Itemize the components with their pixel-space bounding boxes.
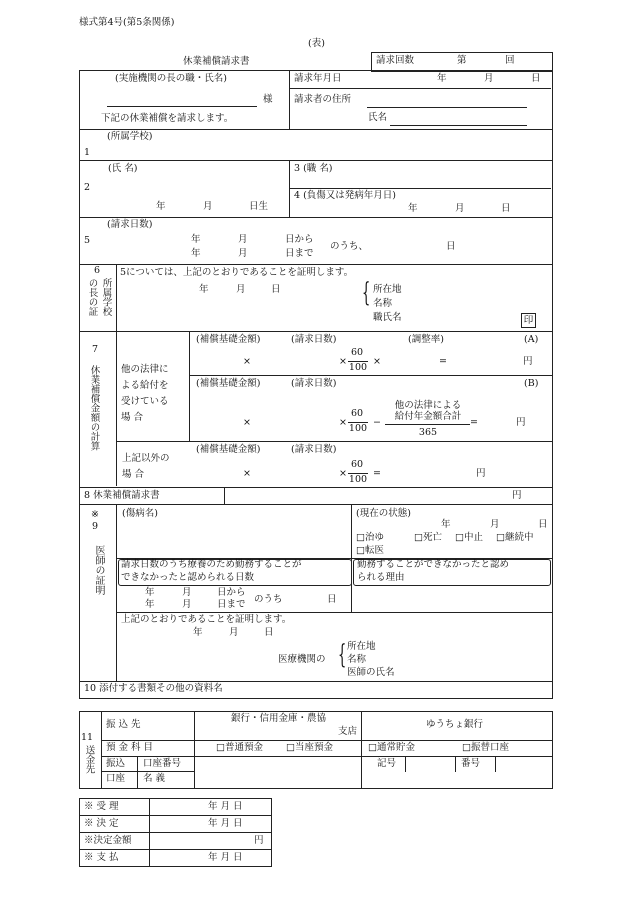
- r6-name: 名称: [373, 298, 393, 309]
- status-transfer-checkbox[interactable]: □転医: [356, 545, 384, 556]
- case1-label: 他の法律に よる給付を 受けている 場 合: [121, 364, 169, 423]
- request-statement: 下記の休業補償を請求します。: [101, 113, 234, 124]
- transfer-account-checkbox[interactable]: □振替口座: [462, 742, 509, 753]
- a-den: 100: [348, 362, 368, 373]
- c-yen: 円: [476, 468, 486, 479]
- office-amount-label: ※決定金額: [84, 835, 132, 846]
- holder-label: 名 義: [143, 773, 166, 784]
- c-days: (請求日数): [291, 444, 337, 455]
- row7-vertical: 休業補償金額の計算: [88, 365, 100, 451]
- claimant-name-label: 氏名: [368, 112, 388, 123]
- office-decided-label: ※ 決 定: [84, 818, 119, 829]
- r9-m: 月: [490, 519, 500, 530]
- row1-no: 1: [84, 147, 91, 158]
- r9-cd: 日: [264, 627, 274, 638]
- school-label: (所属学校): [107, 131, 153, 142]
- reason-1: 勤務することができなかったと認め: [357, 559, 510, 570]
- b-num: 60: [350, 408, 364, 419]
- symbol-label: 記号: [377, 758, 397, 769]
- job-label: 3 (職 名): [294, 163, 333, 174]
- a-yen: 円: [523, 356, 533, 367]
- row6-vertical-2: の長の証: [86, 278, 98, 316]
- office-paid-value: 年 月 日: [208, 852, 243, 863]
- seal-icon: 印: [521, 313, 536, 328]
- b-basic: (補償基礎金額): [196, 378, 261, 389]
- row2-no: 2: [84, 182, 91, 193]
- r9-to-m: 月: [182, 599, 192, 610]
- b-minus: −: [373, 417, 381, 428]
- bank-no: 11: [81, 732, 94, 743]
- request-count-label: 請求回数: [376, 55, 415, 66]
- c-times1: ×: [243, 468, 251, 479]
- furikomi-label: 振込: [106, 758, 126, 769]
- c-basic: (補償基礎金額): [196, 444, 261, 455]
- r6-d: 日: [271, 284, 281, 295]
- status-continuing-checkbox[interactable]: □継続中: [496, 532, 534, 543]
- attachments-label: 10 添付する書類その他の資料名: [84, 683, 223, 694]
- r9-days: 日: [327, 594, 337, 605]
- b-365: 365: [418, 427, 438, 438]
- office-received-value: 年 月 日: [208, 801, 243, 812]
- brace-icon: {: [362, 278, 371, 308]
- r5-from-d: 日から: [285, 234, 314, 245]
- status-stopped-checkbox[interactable]: □中止: [455, 532, 483, 543]
- form-side: (表): [308, 38, 325, 49]
- r5-from-y: 年: [191, 234, 201, 245]
- a-times2: ×: [339, 356, 347, 367]
- request-count-kai: 回: [505, 55, 515, 66]
- r6-m: 月: [236, 284, 246, 295]
- doctor-certify-statement: 上記のとおりであることを証明します。: [121, 614, 292, 625]
- current-deposit-checkbox[interactable]: □当座預金: [286, 742, 333, 753]
- office-paid-label: ※ 支 払: [84, 852, 119, 863]
- regular-deposit-checkbox[interactable]: □普通預金: [216, 742, 263, 753]
- addressee-label: (実施機関の長の職・氏名): [115, 73, 227, 84]
- birth-y: 年: [156, 201, 166, 212]
- transfer-to-label: 振 込 先: [106, 719, 141, 730]
- r9-mark: ※: [91, 509, 99, 520]
- claim-amount-label: 8 休業補償請求書: [84, 490, 160, 501]
- injury-d: 日: [501, 203, 511, 214]
- deposit-type-label: 預 金 科 目: [106, 742, 154, 753]
- office-decided-value: 年 月 日: [208, 818, 243, 829]
- b-otherlaw1: 他の法律による: [394, 400, 462, 411]
- request-date-label: 請求年月日: [294, 73, 342, 84]
- label-a: (A): [524, 334, 539, 345]
- r9-from-d: 日から: [217, 587, 246, 598]
- r9-name: 名称: [347, 654, 367, 665]
- injury-name-label: (傷病名): [122, 508, 158, 519]
- status-died-checkbox[interactable]: □死亡: [414, 532, 442, 543]
- row7-no: 7: [92, 344, 99, 355]
- request-date-m: 月: [484, 73, 494, 84]
- bank-types: 銀行・信用金庫・農協: [231, 713, 327, 724]
- normal-savings-checkbox[interactable]: □通常貯金: [368, 742, 415, 753]
- addressee-line[interactable]: [107, 106, 257, 107]
- a-adjust: (調整率): [408, 334, 444, 345]
- school-statement: 5については、上記のとおりであることを証明します。: [120, 267, 354, 278]
- case2-label: 上記以外の 場 合: [122, 453, 170, 480]
- status-cured-checkbox[interactable]: □治ゆ: [356, 532, 384, 543]
- r9-cm: 月: [229, 627, 239, 638]
- r9-no: 9: [92, 521, 99, 532]
- row5-no: 5: [84, 235, 91, 246]
- request-days-label: (請求日数): [107, 219, 153, 230]
- doctor-cert-vertical: 医師の証明: [93, 545, 104, 595]
- b-yen: 円: [516, 417, 526, 428]
- claimant-name-line[interactable]: [390, 125, 527, 126]
- yucho-label: ゆうちょ銀行: [426, 719, 484, 730]
- claim-amount-yen: 円: [512, 490, 522, 501]
- r9-y: 年: [441, 519, 451, 530]
- sama: 様: [263, 94, 273, 105]
- r5-to-m: 月: [238, 248, 248, 259]
- b-den: 100: [348, 423, 368, 434]
- r9-from-y: 年: [145, 587, 155, 598]
- c-times2: ×: [339, 468, 347, 479]
- institution-label: 医療機関の: [278, 654, 326, 665]
- birth-d: 日生: [249, 201, 269, 212]
- r9-within: のうち: [254, 594, 283, 605]
- birth-m: 月: [203, 201, 213, 212]
- form-number: 様式第4号(第5条関係): [79, 17, 175, 28]
- b-times2: ×: [339, 417, 347, 428]
- injury-date-label: 4 (負傷又は発病年月日): [294, 190, 396, 201]
- b-eq: =: [470, 417, 478, 428]
- a-eq: =: [439, 356, 447, 367]
- label-b: (B): [524, 378, 539, 389]
- r9-cy: 年: [193, 627, 203, 638]
- status-label: (現在の状態): [356, 508, 411, 519]
- claimant-address-label: 請求者の住所: [294, 94, 352, 105]
- name-label: (氏 名): [108, 163, 138, 174]
- a-basic: (補償基礎金額): [196, 334, 261, 345]
- r9-doctor: 医師の氏名: [347, 667, 395, 678]
- r6-officer: 職氏名: [373, 312, 402, 323]
- brace-icon: {: [338, 640, 347, 670]
- bank-vertical: 送金先: [83, 745, 95, 774]
- office-received-label: ※ 受 理: [84, 801, 119, 812]
- unable-days-1: 請求日数のうち療養のため勤務することが: [121, 559, 302, 570]
- a-times1: ×: [243, 356, 251, 367]
- unable-days-2: できなかったと認められる日数: [121, 572, 255, 583]
- form-title: 休業補償請求書: [183, 56, 250, 67]
- a-num: 60: [350, 347, 364, 358]
- branch-label: 支店: [338, 726, 358, 737]
- request-count-dai: 第: [457, 55, 467, 66]
- row6-vertical-1: 所属学校: [100, 278, 112, 316]
- r6-y: 年: [199, 284, 209, 295]
- c-eq: =: [373, 468, 381, 479]
- r5-to-d: 日まで: [285, 248, 314, 259]
- request-date-d: 日: [531, 73, 541, 84]
- r5-to-y: 年: [191, 248, 201, 259]
- r9-to-d: 日まで: [217, 599, 246, 610]
- account-no-label: 口座番号: [143, 758, 182, 769]
- c-den: 100: [348, 474, 368, 485]
- c-num: 60: [350, 459, 364, 470]
- injury-y: 年: [408, 203, 418, 214]
- r9-to-y: 年: [145, 599, 155, 610]
- office-amount-value: 円: [254, 835, 264, 846]
- b-otherlaw2: 給付年金額合計: [394, 411, 462, 422]
- r5-from-m: 月: [238, 234, 248, 245]
- r5-within: のうち、: [330, 241, 369, 252]
- r9-from-m: 月: [182, 587, 192, 598]
- a-times3: ×: [373, 356, 381, 367]
- b-times1: ×: [243, 417, 251, 428]
- request-date-y: 年: [437, 73, 447, 84]
- r6-address: 所在地: [373, 284, 402, 295]
- a-days: (請求日数): [291, 334, 337, 345]
- row6-no: 6: [94, 265, 101, 276]
- r9-d: 日: [538, 519, 548, 530]
- r9-address: 所在地: [347, 641, 376, 652]
- b-days: (請求日数): [291, 378, 337, 389]
- injury-m: 月: [455, 203, 465, 214]
- r5-days: 日: [446, 241, 456, 252]
- claimant-address-line[interactable]: [367, 107, 527, 108]
- kouza-label: 口座: [106, 773, 126, 784]
- reason-2: られる理由: [357, 572, 405, 583]
- number-label: 番号: [461, 758, 481, 769]
